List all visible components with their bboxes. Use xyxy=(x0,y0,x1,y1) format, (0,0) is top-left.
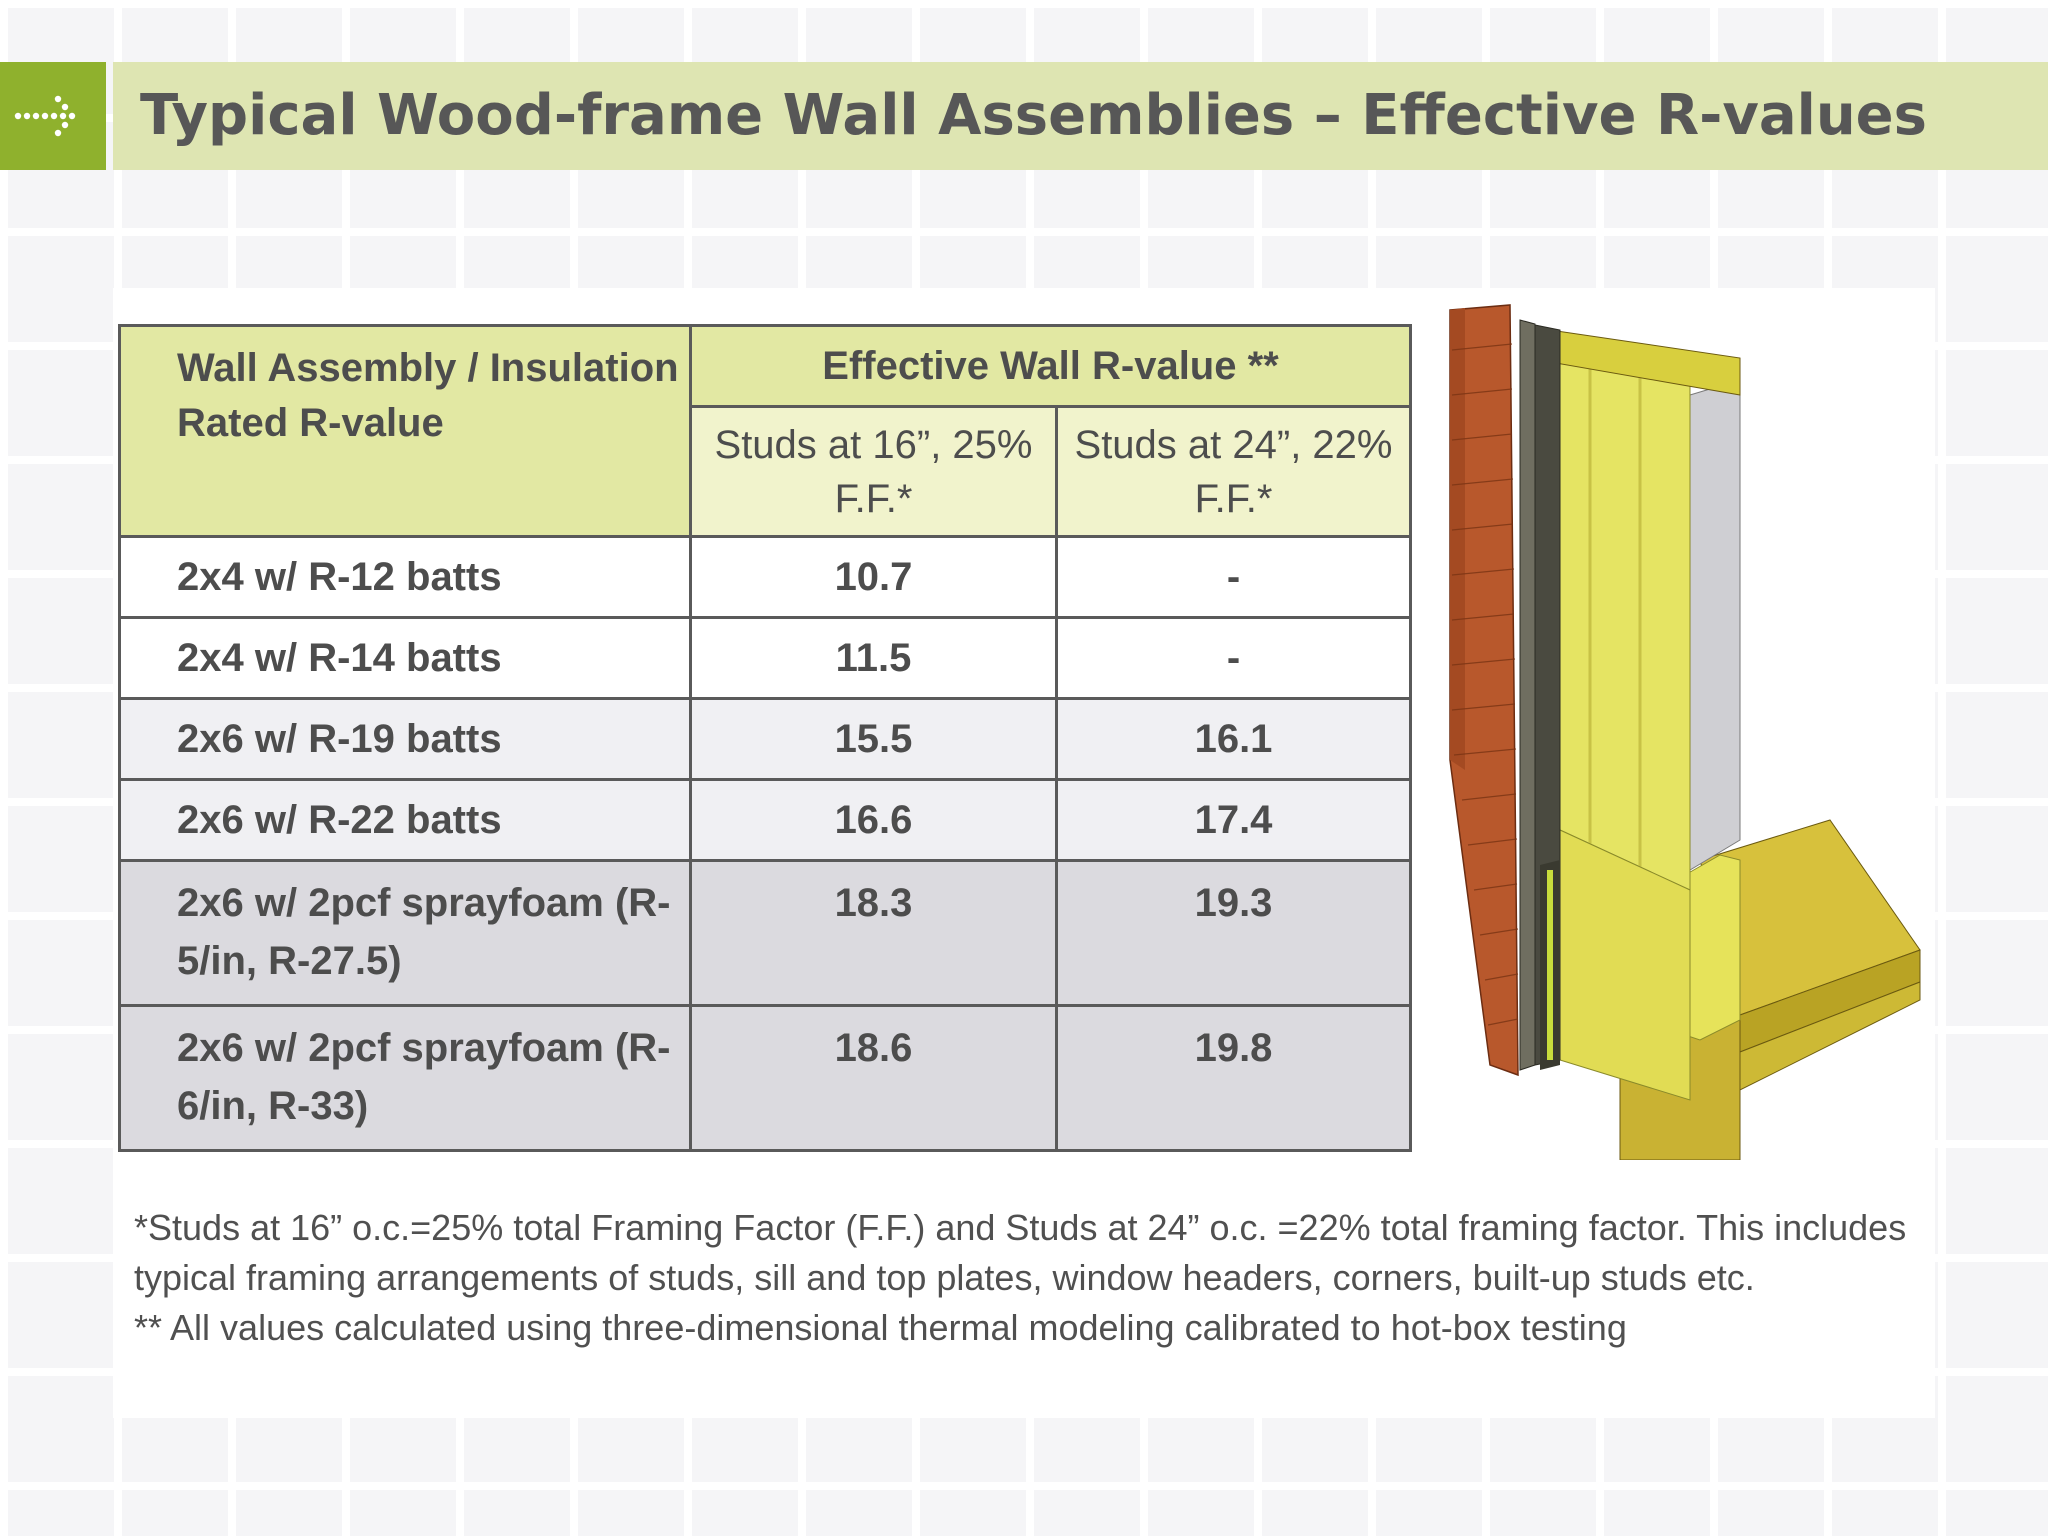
studs-16-value: 18.6 xyxy=(691,1006,1057,1151)
assembly-cell: 2x4 w/ R-14 batts xyxy=(120,618,691,699)
dotted-arrow-right-icon xyxy=(14,92,86,140)
assembly-cell: 2x6 w/ 2pcf sprayfoam (R-6/in, R-33) xyxy=(120,1006,691,1151)
studs-16-value: 15.5 xyxy=(691,699,1057,780)
footnote-modeling: ** All values calculated using three-dimensional thermal modeling calibrated to hot-box testing xyxy=(134,1307,1627,1348)
assembly-cell: 2x4 w/ R-12 batts xyxy=(120,537,691,618)
header-wall-assembly: Wall Assembly / Insulation Rated R-value xyxy=(120,326,691,537)
studs-24-value: 19.3 xyxy=(1057,861,1411,1006)
studs-24-value: 19.8 xyxy=(1057,1006,1411,1151)
studs-24-value: 17.4 xyxy=(1057,780,1411,861)
table-row xyxy=(120,780,1411,861)
studs-16-value: 10.7 xyxy=(691,537,1057,618)
footnotes xyxy=(134,1203,1914,1353)
assembly-cell: 2x6 w/ R-22 batts xyxy=(120,780,691,861)
table-row xyxy=(120,618,1411,699)
table-row xyxy=(120,1006,1411,1151)
studs-24-value: - xyxy=(1057,537,1411,618)
subheader-studs-24: Studs at 24”, 22% F.F.* xyxy=(1057,407,1411,537)
table-row xyxy=(120,699,1411,780)
subheader-studs-16: Studs at 16”, 25% F.F.* xyxy=(691,407,1057,537)
assembly-cell: 2x6 w/ R-19 batts xyxy=(120,699,691,780)
studs-16-value: 11.5 xyxy=(691,618,1057,699)
studs-24-value: 16.1 xyxy=(1057,699,1411,780)
studs-16-value: 16.6 xyxy=(691,780,1057,861)
footnote-framing-factor: *Studs at 16” o.c.=25% total Framing Factor (F.F.) and Studs at 24” o.c. =22% total framing factor. This includes typical framing arrangements of studs, sill and top plates, window headers, corners, built-up studs etc. xyxy=(134,1207,1907,1298)
studs-16-value: 18.3 xyxy=(691,861,1057,1006)
studs-24-value: - xyxy=(1057,618,1411,699)
assembly-cell: 2x6 w/ 2pcf sprayfoam (R-5/in, R-27.5) xyxy=(120,861,691,1006)
wall-section-illustration xyxy=(1440,300,1930,1160)
header-effective-r-value: Effective Wall R-value ** xyxy=(691,326,1411,407)
r-value-table xyxy=(118,324,1412,1152)
title-arrow-badge xyxy=(0,62,106,170)
table-row xyxy=(120,861,1411,1006)
page-title: Typical Wood-frame Wall Assemblies – Effective R-values xyxy=(140,83,1927,148)
table-row xyxy=(120,537,1411,618)
